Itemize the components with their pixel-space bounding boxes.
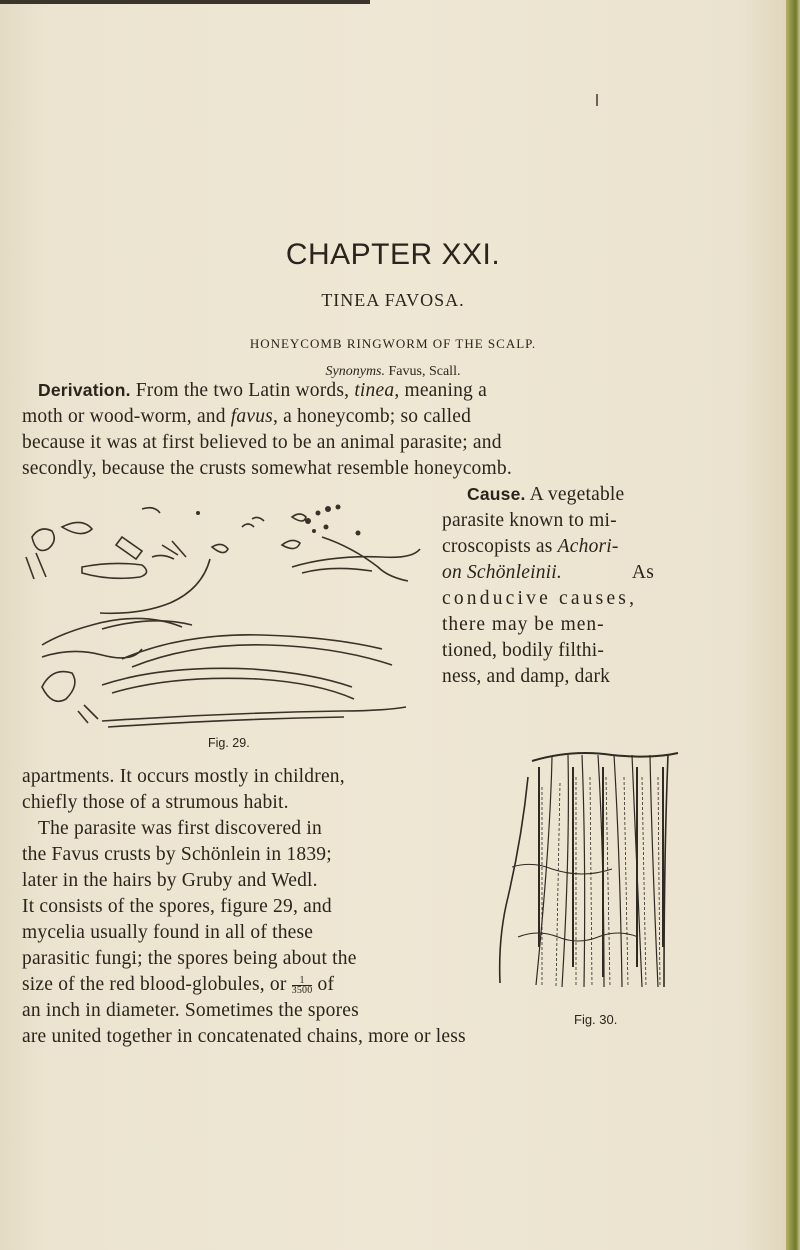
synonyms-line [0, 364, 786, 380]
cause-line-8: ness, and damp, dark [442, 666, 611, 687]
book-spine-edge [786, 0, 800, 1250]
parasite-line-7 [22, 974, 334, 996]
top-border-line [0, 0, 370, 4]
term-favus: favus [230, 406, 273, 427]
text-span: moth or wood-worm, and [22, 406, 231, 427]
text-span: of [312, 974, 335, 995]
cause-line-2: parasite known to mi- [442, 510, 617, 531]
cause-line-4 [442, 562, 654, 584]
term-achorion: Achori- [557, 536, 619, 557]
parasite-line-2: the Favus crusts by Schönlein in 1839; [22, 844, 332, 865]
cause-heading: Cause. [467, 484, 526, 504]
section-title: TINEA FAVOSA. [321, 290, 465, 310]
text-span: , meaning a [394, 380, 487, 401]
section-subtitle: HONEYCOMB RINGWORM OF THE SCALP. [249, 336, 537, 351]
parasite-line-5: mycelia usually found in all of these [22, 922, 314, 943]
synonyms-label: Synonyms. [325, 364, 386, 379]
cause-line-9: apartments. It occurs mostly in children, [22, 766, 345, 787]
parasite-line-4: It consists of the spores, figure 29, and [22, 896, 332, 917]
figure-29-spores-illustration [22, 497, 434, 729]
fraction [292, 976, 313, 995]
text-span: croscopists as [442, 536, 558, 557]
parasite-line-8: an inch in diameter. Sometimes the spores [22, 1000, 359, 1021]
figure-30-caption: Fig. 30. [574, 1012, 618, 1027]
parasite-line-1: The parasite was first discovered in [38, 818, 322, 839]
print-mark [596, 94, 598, 106]
term-schonleinii: on Schönleinii. [442, 562, 562, 583]
derivation-heading: Derivation. [38, 380, 131, 400]
fraction-denominator: 3500 [291, 985, 313, 997]
fraction-numerator: 1 [299, 975, 305, 987]
cause-line-1 [467, 484, 624, 506]
cause-line-7: tioned, bodily filthi- [442, 640, 605, 661]
text-span: As [631, 562, 654, 583]
text-span: A vegetable [525, 484, 625, 505]
cause-line-5: conducive causes, [442, 588, 638, 609]
text-span: , a honeycomb; so called [272, 406, 472, 427]
cause-line-6: there may be men- [442, 614, 605, 635]
synonyms-text: Favus, Scall. [385, 364, 461, 379]
derivation-line-3: because it was at first believed to be an animal parasite; and [22, 432, 502, 453]
cause-line-10: chiefly those of a strumous habit. [22, 792, 289, 813]
text-span: size of the red blood-globules, or [22, 974, 292, 995]
cause-line-3 [442, 536, 619, 558]
derivation-line-1 [38, 380, 487, 402]
term-tinea: tinea [354, 380, 395, 401]
figure-30-hairs-illustration [482, 747, 682, 997]
parasite-line-3: later in the hairs by Gruby and Wedl. [22, 870, 318, 891]
parasite-line-6: parasitic fungi; the spores being about the [22, 948, 357, 969]
derivation-line-4: secondly, because the crusts somewhat resemble honeycomb. [22, 458, 512, 479]
text-span: From the two Latin words, [130, 380, 355, 401]
parasite-line-9: are united together in concatenated chains, more or less [22, 1026, 466, 1047]
derivation-line-2 [22, 406, 471, 428]
chapter-heading: CHAPTER XXI. [285, 238, 501, 271]
figure-29-caption: Fig. 29. [208, 736, 250, 750]
